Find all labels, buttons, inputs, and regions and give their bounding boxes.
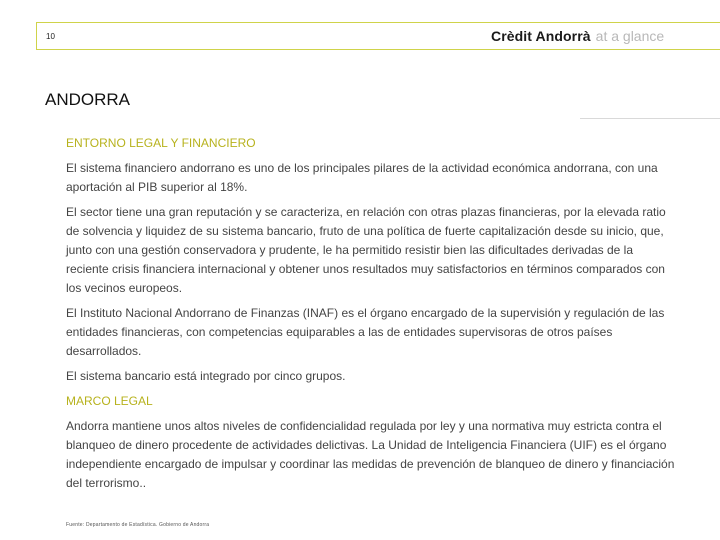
brand-tagline: at a glance: [595, 28, 665, 44]
paragraph: El sistema bancario está integrado por cinco grupos.: [66, 369, 346, 383]
source-note: Fuente: Departamento de Estadística. Gobierno de Andorra: [66, 522, 210, 528]
section-heading-legal-financial: ENTORNO LEGAL Y FINANCIERO: [66, 136, 256, 150]
brand-name: Crèdit Andorrà: [491, 28, 591, 44]
section-heading-legal-framework: MARCO LEGAL: [66, 394, 153, 408]
brand-logo: [491, 27, 664, 45]
page-number: 10: [46, 32, 55, 41]
paragraph: El Instituto Nacional Andorrano de Finanzas (INAF) es el órgano encargado de la supervisión y regulación de las entidades financieras, con competencias equiparables a las de entidades supervisoras de otros países desarrollados.: [66, 306, 665, 358]
title-divider: [580, 118, 720, 119]
paragraph: Andorra mantiene unos altos niveles de confidencialidad regulada por ley y una normativa muy estricta contra el blanqueo de dinero procedente de actividades delictivas. La Unidad de Inteligencia Financiera (UIF) es el órgano independiente encargado de impulsar y coordinar las medidas de prevención de blanqueo de dinero y financiación del terrorismo..: [66, 419, 675, 490]
paragraph: El sector tiene una gran reputación y se caracteriza, en relación con otras plazas financieras, por la elevada ratio de solvencia y liquidez de su sistema bancario, fruto de una política de fuerte capitalización desde su inicio, que, junto con una gestión conservadora y prudente, le ha permitido resistir bien las dificultades derivadas de la reciente crisis financiera internacional y obtener unos resultados muy satisfactorios en términos comparados con los vecinos europeos.: [66, 205, 666, 295]
paragraph: El sistema financiero andorrano es uno de los principales pilares de la actividad económica andorrana, con una aportación al PIB superior al 18%.: [66, 161, 658, 194]
page-title: ANDORRA: [45, 90, 131, 109]
main-content: [66, 134, 676, 499]
